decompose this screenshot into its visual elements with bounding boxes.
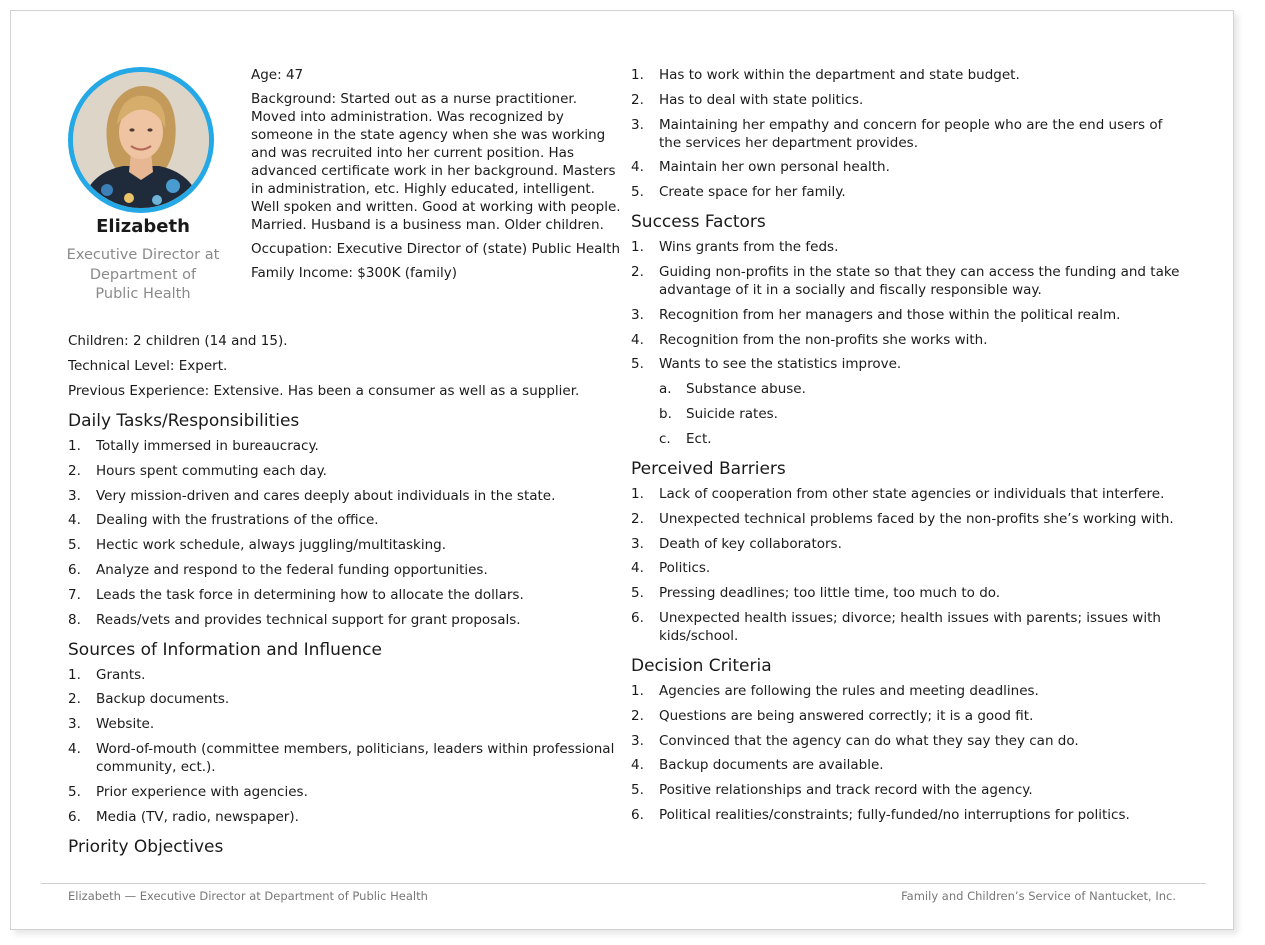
occupation-label: Occupation: <box>251 241 333 257</box>
priority-objectives-heading: Priority Objectives <box>68 836 224 857</box>
list-number: 2. <box>68 691 81 708</box>
list-number: 2. <box>631 263 644 280</box>
children-line <box>68 332 618 350</box>
list-item-text: Backup documents. <box>96 691 230 708</box>
sub-list <box>659 380 1187 448</box>
list-item-text: Wins grants from the feds. <box>659 239 839 256</box>
list-item-text: Agencies are following the rules and meeting deadlines. <box>659 682 1039 699</box>
sub-list-letter: a. <box>659 381 672 398</box>
list-number: 1. <box>631 485 644 502</box>
list-item <box>68 611 618 629</box>
list-number: 3. <box>68 716 81 733</box>
list-number: 8. <box>68 611 81 628</box>
list-number: 2. <box>68 462 81 479</box>
list-item-text: Unexpected health issues; divorce; health issues with parents; issues with kids/school. <box>659 609 1161 644</box>
experience-line <box>68 382 618 400</box>
success-factors-heading: Success Factors <box>631 212 766 233</box>
list-number: 4. <box>631 331 644 348</box>
list-item <box>631 732 1187 750</box>
list-item <box>631 238 1187 256</box>
list-number: 6. <box>68 808 81 825</box>
list-item-text: Death of key collaborators. <box>659 535 842 552</box>
list-item <box>631 355 1187 448</box>
list-number: 4. <box>68 740 81 757</box>
list-item <box>631 331 1187 349</box>
list-number: 4. <box>68 512 81 529</box>
technical-text: Expert. <box>178 358 228 374</box>
list-number: 5. <box>68 537 81 554</box>
priority-objectives-list <box>631 66 1187 201</box>
list-item-text: Pressing deadlines; too little time, too much to do. <box>659 585 1001 602</box>
perceived-barriers-heading: Perceived Barriers <box>631 458 786 479</box>
background-label: Background: <box>251 91 337 107</box>
list-item <box>68 740 618 776</box>
persona-name: Elizabeth <box>96 216 190 237</box>
sources-list <box>68 666 618 826</box>
persona-photo <box>68 67 214 213</box>
daily-tasks-heading: Daily Tasks/Responsibilities <box>68 411 300 431</box>
list-item <box>631 183 1187 201</box>
footer-left: Elizabeth — Executive Director at Department of Public Health <box>68 889 428 903</box>
income-label: Family Income: <box>251 265 353 281</box>
list-item <box>631 806 1187 824</box>
list-item <box>68 715 618 733</box>
experience-label: Previous Experience: <box>68 383 210 399</box>
bio-block <box>251 66 621 288</box>
persona-title-line: Executive Director at <box>66 247 220 263</box>
list-number: 3. <box>68 487 81 504</box>
sub-list-item-text: Suicide rates. <box>686 406 778 423</box>
sub-list-item <box>659 380 1187 398</box>
list-item-text: Totally immersed in bureaucracy. <box>96 438 319 454</box>
list-number: 4. <box>631 757 644 774</box>
list-item <box>631 781 1187 799</box>
list-item-text: Has to deal with state politics. <box>659 91 864 108</box>
persona-title-line: Public Health <box>95 286 191 302</box>
list-number: 3. <box>631 116 644 133</box>
occupation-line <box>251 240 621 258</box>
list-number: 2. <box>631 510 644 527</box>
list-item-text: Dealing with the frustrations of the office. <box>96 512 379 529</box>
list-item <box>68 561 618 579</box>
list-number: 1. <box>631 239 644 256</box>
list-item-text: Reads/vets and provides technical support for grant proposals. <box>96 611 521 628</box>
list-item <box>68 487 618 505</box>
list-number: 2. <box>631 91 644 108</box>
sub-list-item-text: Ect. <box>686 430 712 447</box>
list-item <box>631 91 1187 109</box>
list-item-text: Leads the task force in determining how to allocate the dollars. <box>96 586 524 603</box>
list-item <box>68 536 618 554</box>
list-item-text: Unexpected technical problems faced by the non-profits she’s working with. <box>659 510 1174 527</box>
list-item-text: Maintain her own personal health. <box>659 159 890 176</box>
income-text: $300K (family) <box>357 265 457 281</box>
perceived-barriers-list <box>631 485 1187 645</box>
list-item-text: Maintaining her empathy and concern for people who are the end users of the services her department provides. <box>659 116 1163 151</box>
list-item <box>631 485 1187 503</box>
list-item <box>631 682 1187 700</box>
list-item-text: Prior experience with agencies. <box>96 783 308 800</box>
list-item <box>631 158 1187 176</box>
list-number: 2. <box>631 707 644 724</box>
list-item <box>631 707 1187 725</box>
technical-label: Technical Level: <box>68 358 175 374</box>
decision-criteria-list <box>631 682 1187 824</box>
sub-list-item <box>659 430 1187 448</box>
list-number: 5. <box>631 184 644 201</box>
sub-list-item <box>659 405 1187 423</box>
list-item <box>631 116 1187 152</box>
list-item-text: Hours spent commuting each day. <box>96 462 327 479</box>
list-number: 1. <box>68 666 81 683</box>
list-item-text: Recognition from the non-profits she works with. <box>659 331 988 348</box>
list-item-text: Positive relationships and track record with the agency. <box>659 782 1033 799</box>
list-item <box>68 462 618 480</box>
list-item <box>631 535 1187 553</box>
list-number: 6. <box>631 806 644 823</box>
list-number: 1. <box>631 67 644 83</box>
list-item-text: Politics. <box>659 560 711 577</box>
list-item-text: Political realities/constraints; fully-funded/no interruptions for politics. <box>659 806 1130 823</box>
list-item <box>68 808 618 826</box>
profile-block <box>66 66 621 332</box>
age-label: Age: <box>251 67 282 83</box>
list-number: 6. <box>631 609 644 626</box>
children-text: 2 children (14 and 15). <box>133 333 288 349</box>
list-item-text: Create space for her family. <box>659 184 846 201</box>
list-item <box>631 584 1187 602</box>
list-item-text: Grants. <box>96 666 146 683</box>
list-number: 3. <box>631 535 644 552</box>
sources-heading: Sources of Information and Influence <box>68 639 382 660</box>
list-item-text: Recognition from her managers and those within the political realm. <box>659 306 1121 323</box>
list-number: 4. <box>631 159 644 176</box>
list-item <box>68 666 618 684</box>
list-item <box>68 586 618 604</box>
sub-list-letter: c. <box>659 430 671 447</box>
list-item-text: Hectic work schedule, always juggling/multitasking. <box>96 537 447 554</box>
list-item-text: Very mission-driven and cares deeply about individuals in the state. <box>96 487 556 504</box>
list-item <box>68 783 618 801</box>
income-line <box>251 264 621 282</box>
list-item-text: Questions are being answered correctly; it is a good fit. <box>659 707 1034 724</box>
sub-list-letter: b. <box>659 406 672 423</box>
list-item-text: Backup documents are available. <box>659 757 884 774</box>
list-item-text: Has to work within the department and state budget. <box>659 67 1020 83</box>
list-number: 3. <box>631 732 644 749</box>
list-item-text: Analyze and respond to the federal funding opportunities. <box>96 561 488 578</box>
right-column <box>631 66 1187 831</box>
list-number: 5. <box>68 783 81 800</box>
technical-line <box>68 357 618 375</box>
list-item <box>631 559 1187 577</box>
list-item <box>631 263 1187 299</box>
footer-divider <box>41 883 1206 884</box>
list-number: 1. <box>68 438 81 454</box>
list-number: 5. <box>631 585 644 602</box>
persona-title-line: Department of <box>89 266 197 283</box>
children-label: Children: <box>68 333 129 349</box>
list-number: 3. <box>631 306 644 323</box>
list-item-text: Media (TV, radio, newspaper). <box>96 808 299 825</box>
background-line <box>251 90 621 234</box>
list-item-text: Lack of cooperation from other state agencies or individuals that interfere. <box>659 485 1165 502</box>
left-column <box>66 66 621 863</box>
background-text: Started out as a nurse practitioner. Moved into administration. Was recognized by someone in the state agency when she was working and was recruited into her current position. Has advanced certificate work in her background. Masters in administration, etc. Highly educated, intelligent. Well spoken and written. Good at working with people. Married. Husband is a business man. Older children. <box>251 91 621 233</box>
list-item-text: Website. <box>96 716 155 733</box>
list-item <box>631 66 1187 84</box>
list-item-text: Wants to see the statistics improve. <box>659 356 902 373</box>
success-factors-list <box>631 238 1187 448</box>
list-number: 5. <box>631 356 644 373</box>
list-item <box>68 437 618 455</box>
footer-right: Family and Children’s Service of Nantucket, Inc. <box>901 889 1176 903</box>
experience-text: Extensive. Has been a consumer as well as a supplier. <box>213 383 580 399</box>
list-item <box>631 756 1187 774</box>
age-line <box>251 66 621 84</box>
occupation-text: Executive Director of (state) Public Health <box>336 241 621 257</box>
list-item-text: Word-of-mouth (committee members, politicians, leaders within professional community, ect.). <box>96 740 615 775</box>
list-item <box>68 690 618 708</box>
list-number: 1. <box>631 682 644 699</box>
list-item <box>631 609 1187 645</box>
list-item <box>631 510 1187 528</box>
persona-title <box>58 246 228 305</box>
list-number: 4. <box>631 560 644 577</box>
daily-tasks-list <box>68 437 618 629</box>
decision-criteria-heading: Decision Criteria <box>631 655 772 676</box>
list-item <box>68 511 618 529</box>
list-number: 5. <box>631 782 644 799</box>
list-item-text: Convinced that the agency can do what they say they can do. <box>659 732 1079 749</box>
list-item-text: Guiding non-profits in the state so that they can access the funding and take advantage of it in a socially and fiscally responsible way. <box>659 263 1180 298</box>
list-item <box>631 306 1187 324</box>
sub-list-item-text: Substance abuse. <box>686 381 806 398</box>
list-number: 7. <box>68 586 81 603</box>
list-number: 6. <box>68 561 81 578</box>
persona-sheet <box>10 10 1234 930</box>
age-value: 47 <box>285 67 304 83</box>
